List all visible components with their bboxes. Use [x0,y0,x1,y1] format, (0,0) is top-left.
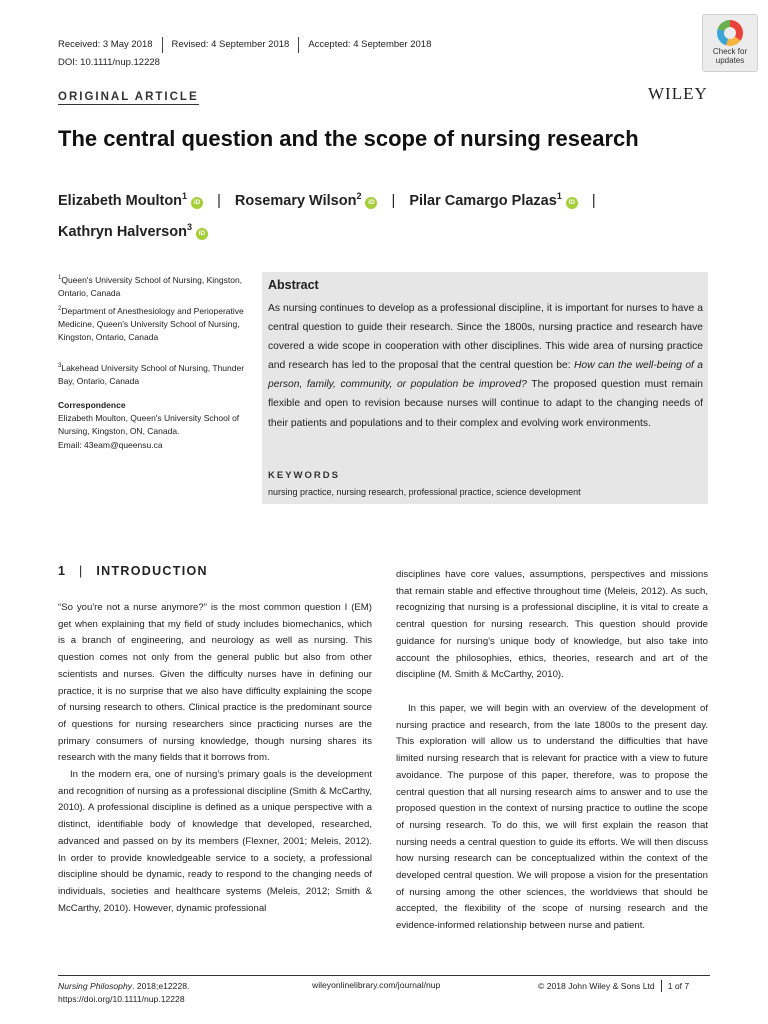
author-affiliation-sup: 2 [356,191,362,201]
author-list [58,183,718,245]
keywords-heading: KEYWORDS [268,470,340,481]
paragraph: In the modern era, one of nursing's primary goals is the development and recognition of nursing as a professional discipline (Smith & McCarthy, 2010). A professional discipline is defined as a unique perspective with a distinct, identifiable body of knowledge that developed, researched, advanced and passed on by its members (Flexner, 2001; Meleis, 2012). In order to provide knowledgeable service to a society, a professional discipline should be dynamic, ready to respond to the changing needs of individuals, societies and healthcare systems (Meleis, 2012; Smith & McCarthy, 2010). However, dynamic professional [58,769,372,914]
footer-citation [58,980,189,1006]
check-for-updates-badge[interactable] [702,14,758,72]
orcid-icon[interactable]: iD [196,228,208,240]
abstract-heading: Abstract [268,278,319,292]
section-heading [58,564,208,578]
affiliation-sup: 2 [58,306,62,312]
correspondence-heading: Correspondence [58,400,126,410]
journal-site-link[interactable]: wileyonlinelibrary.com/journal/nup [312,980,441,990]
revised-date: Revised: 4 September 2018 [171,39,290,50]
journal-name: Nursing Philosophy [58,981,133,991]
doi: DOI: 10.1111/nup.12228 [58,57,160,68]
author-affiliation-sup: 1 [182,191,188,201]
affiliation-text: Queen's University School of Nursing, Kingston, Ontario, Canada [58,274,243,299]
section-number: 1 [58,564,67,578]
body-column-right-top [396,567,708,684]
author-name: Rosemary Wilson [234,192,357,209]
footer-rule [58,975,710,976]
author-separator: | [217,192,221,209]
author-separator: | [591,192,596,209]
publisher-logo: WILEY [648,84,708,103]
affiliation-1 [58,272,248,300]
author-separator: | [391,192,396,209]
check-updates-line2: updates [715,56,745,65]
abstract-text-part: As nursing continues to develop as a professional discipline, it is important for nurses to have a central question to guide their research. Since the 1800s, nursing practice and research have covered a wide scope in cooperation with other disciplines. This wide area of nursing practice and research has led to the proposal that the central question be: [268,303,703,372]
central-question: How can the well-being of a person, family, community, or population be improved? [268,360,704,391]
received-date: Received: 3 May 2018 [58,39,153,50]
section-separator: | [79,564,84,578]
article-dates [58,38,440,52]
author-name: Elizabeth Moulton [58,192,183,209]
divider [661,980,662,992]
affiliation-text: Lakehead University School of Nursing, Thunder Bay, Ontario, Canada [58,362,245,387]
correspondence-email[interactable]: Email: 43eam@queensu.ca [58,439,163,450]
correspondence-address: Elizabeth Moulton, Queen's University School of Nursing, Kingston, ON, Canada. [58,413,240,437]
author-affiliation-sup: 3 [186,221,192,232]
abstract-text-part: The proposed question must remain flexible and open to revision because nurses will continue to adapt to the changing needs of their patients and populations and to their complex and evolving work environments. [268,379,703,429]
author-line-2 [58,214,718,245]
article-type: ORIGINAL ARTICLE [58,91,199,103]
author-name: Pilar Camargo Plazas [409,192,557,209]
author-line-1 [58,183,718,214]
accepted-date: Accepted: 4 September 2018 [308,39,432,50]
affiliation-sup: 3 [58,363,62,369]
copyright: © 2018 John Wiley & Sons Ltd [538,981,655,991]
orcid-icon[interactable]: iD [365,197,377,209]
correspondence [58,399,248,452]
affiliation-3 [58,360,248,388]
crossmark-icon [717,20,743,46]
keywords-list: nursing practice, nursing research, professional practice, science development [268,487,581,497]
citation: . 2018;e12228. [132,981,190,991]
orcid-icon[interactable]: iD [566,197,578,209]
orcid-icon[interactable]: iD [191,197,203,209]
paragraph: In this paper, we will begin with an overview of the development of nursing practice and research, from the late 1800s to the present day. This exploration will allow us to understand the difficulties that have limited nursing research that is relevant for practice with a view to future avoidance. The purpose of this paper, therefore, was to propose the central question that all nursing research aims to answer and to use the proposed question in the context of nursing practice to outline the scope of nursing research. To do this, we will first explain the reason that nursing needs a central question to guide its efforts. We will then discuss how nursing research can be conceptualized within the context of the developed central question. We will propose a vision for the presentation of nursing among the other sciences, the worldviews that should be accepted, the flexibility of the scope of nursing research and the evidence-informed relationship between nurse and patient. [396,703,708,932]
body-column-right-bottom [396,701,708,935]
affiliation-text: Department of Anesthesiology and Perioperative Medicine, Queen's University School of Nursing, Kingston, Ontario, Canada [58,305,244,343]
abstract-text [268,299,703,433]
author-affiliation-sup: 1 [556,191,562,201]
paragraph: “So you're not a nurse anymore?” is the most common question I (EM) get when explaining that my field of study includes biomechanics, which is a branch of engineering, and neurology as well as nursing. This question comes not only from the general public but also from other scientists and nurses. Given the difficulty nurses have in defining our practice, it is no surprise that we also have difficulty explaining the scope of nursing research to others. Clinical practice is the predominant source of questions for nursing researchers since practicing nurses are the primary consumers of nursing knowledge, though nursing shares its research with the many fields that it borrows from. [58,602,372,764]
section-title: INTRODUCTION [96,564,208,578]
footer-right [538,980,689,992]
body-column-left [58,600,372,917]
paragraph: disciplines have core values, assumptions, perspectives and missions that remain stable and effective throughout time (Meleis, 2012). As such, recognizing that nursing is a professional discipline, it is vital to create a central question for nursing research. This question should provide guidance for nursing's unique body of knowledge, but also take into account the philosophies, ethics, theories, research and art of the discipline (M. Smith & McCarthy, 2010). [396,569,708,681]
article-title: The central question and the scope of nursing research [58,126,639,151]
doi-link[interactable]: https://doi.org/10.1111/nup.12228 [58,994,185,1004]
page-number: 1 of 7 [667,981,690,991]
author-name: Kathryn Halverson [58,223,187,240]
affiliation-sup: 1 [58,275,62,281]
check-updates-line1: Check for [712,47,748,56]
affiliation-2 [58,303,248,344]
